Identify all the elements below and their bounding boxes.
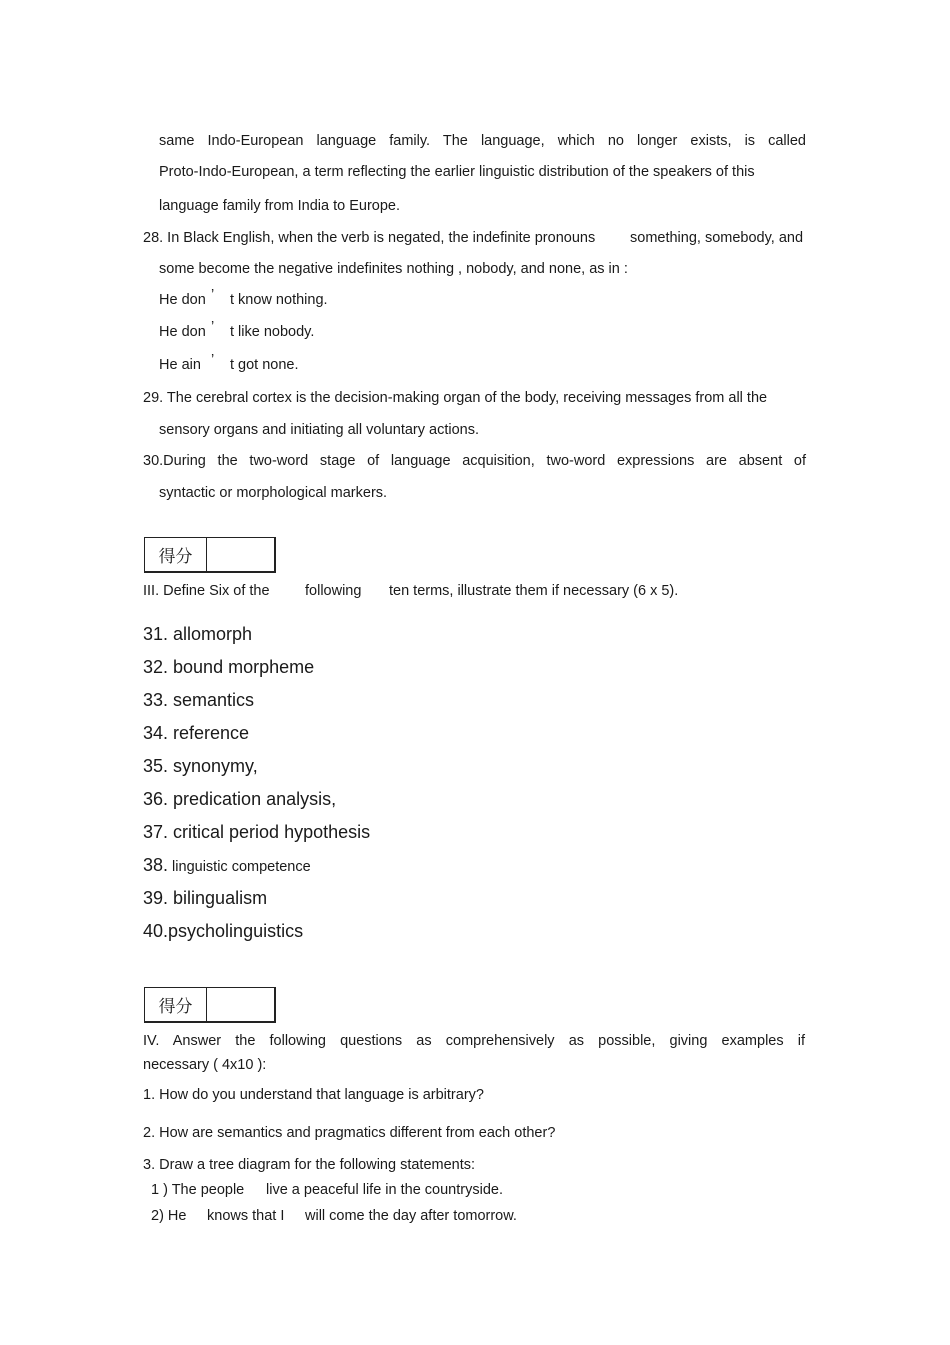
section3-heading-a: III. Define Six of the (143, 583, 270, 599)
q29-line2: sensory organs and initiating all voluntary actions. (159, 422, 479, 438)
score-box-section4 (144, 987, 276, 1023)
term-31: 31. allomorph (143, 624, 253, 644)
term-38-text: linguistic competence (168, 859, 311, 875)
section4-question-1: 1. How do you understand that language is arbitrary? (143, 1087, 484, 1103)
score-entry-cell[interactable] (207, 988, 274, 1021)
statement-2-b: knows that I (207, 1208, 285, 1224)
q28-example1-c: t know nothing. (230, 292, 328, 308)
q28-example1-a: He don (159, 292, 206, 308)
q28-example1-apostrophe: ’ (211, 287, 215, 303)
q28-example3-apostrophe: ’ (211, 352, 215, 368)
section4-heading-line2: necessary ( 4x10 ): (143, 1057, 267, 1073)
q27-line3: language family from India to Europe. (159, 198, 400, 214)
term-35: 35. synonymy, (143, 756, 258, 776)
statement-2-c: will come the day after tomorrow. (305, 1208, 517, 1224)
section4-question-2: 2. How are semantics and pragmatics different from each other? (143, 1125, 556, 1141)
term-32: 32. bound morpheme (143, 657, 315, 677)
q29-line1: 29. The cerebral cortex is the decision-making organ of the body, receiving messages from all the (143, 390, 768, 406)
q28-example3-a: He ain (159, 357, 201, 373)
term-38-number: 38. (143, 855, 169, 875)
term-37: 37. critical period hypothesis (143, 822, 371, 842)
score-label: 得分 (145, 538, 207, 571)
score-label: 得分 (145, 988, 207, 1021)
score-entry-cell[interactable] (207, 538, 274, 571)
q28-line1b: something, somebody, and (630, 230, 804, 246)
term-40: 40.psycholinguistics (143, 921, 304, 941)
q28-example2-a: He don (159, 324, 206, 340)
q28-example2-apostrophe: ’ (211, 319, 215, 335)
q28-example3-c: t got none. (230, 357, 299, 373)
section4-heading-line1: IV. Answer the following questions as comprehensively as possible, giving examples if (143, 1033, 805, 1049)
term-36: 36. predication analysis, (143, 789, 337, 809)
term-39: 39. bilingualism (143, 888, 268, 908)
term-34: 34. reference (143, 723, 250, 743)
q28-line1a: 28. In Black English, when the verb is negated, the indefinite pronouns (143, 230, 596, 246)
statement-1-a: 1 ) The people (151, 1182, 245, 1198)
q27-line2: Proto-Indo-European, a term reflecting the earlier linguistic distribution of the speakers of this (159, 164, 755, 180)
q30-line2: syntactic or morphological markers. (159, 485, 388, 501)
q28-example2-c: t like nobody. (230, 324, 315, 340)
term-38 (143, 854, 311, 878)
score-box-section3 (144, 537, 276, 573)
section3-heading-c: ten terms, illustrate them if necessary (6 x 5). (389, 583, 679, 599)
q27-line1: same Indo-European language family. The language, which no longer exists, is called (159, 133, 806, 149)
section3-heading-b: following (305, 583, 362, 599)
statement-2-a: 2) He (151, 1208, 187, 1224)
statement-1-b: live a peaceful life in the countryside. (266, 1182, 503, 1198)
q30-line1: 30.During the two-word stage of language acquisition, two-word expressions are absent of (143, 453, 806, 469)
section4-question-3: 3. Draw a tree diagram for the following statements: (143, 1157, 476, 1173)
term-33: 33. semantics (143, 690, 255, 710)
q28-line2: some become the negative indefinites nothing , nobody, and none, as in : (159, 261, 628, 277)
